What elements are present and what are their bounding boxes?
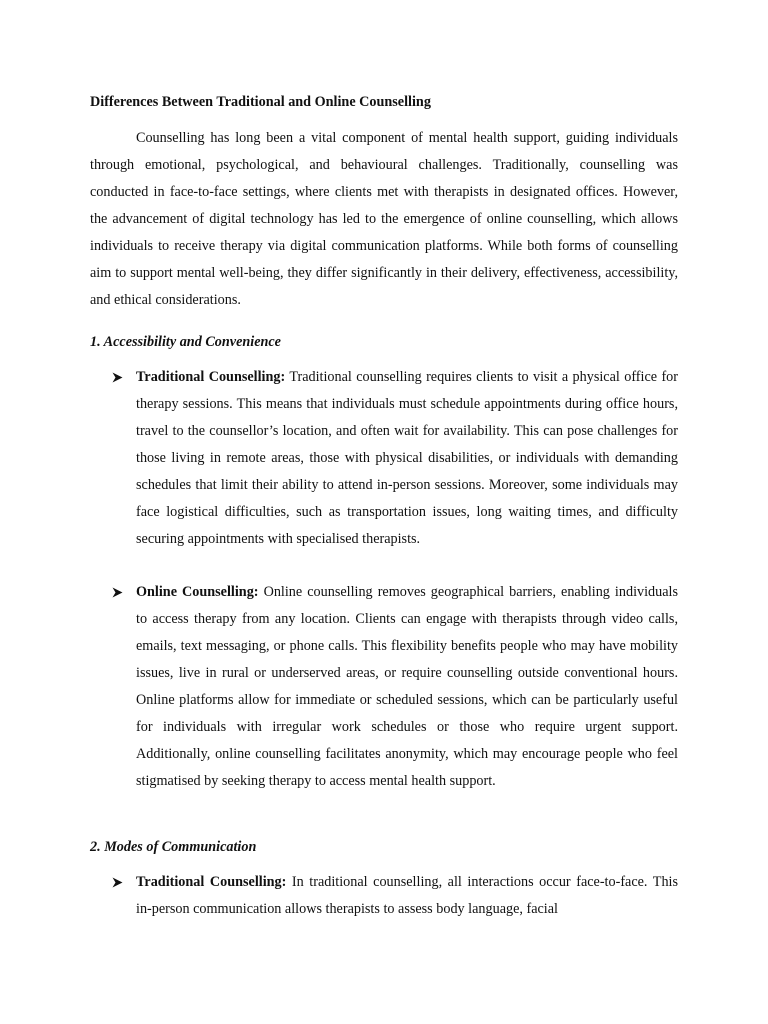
intro-paragraph: Counselling has long been a vital component of mental health support, guiding individuals through emotional, psychological, and behavioural challenges. Traditionally, counselling was conducted in face-to-face settings, where clients met with therapists in designated offices. However, the advancement of digital technology has led to the emergence of online counselling, which allows individuals to receive therapy via digital communication platforms. While both forms of counselling aim to support mental well-being, they differ significantly in their delivery, effectiveness, accessibility, and ethical considerations. — [90, 130, 678, 308]
document-title: Differences Between Traditional and Online Counselling — [90, 94, 431, 110]
arrowhead-bullet-icon — [112, 364, 126, 391]
section-heading-communication: 2. Modes of Communication — [90, 839, 257, 855]
bullet-label: Traditional Counselling: — [136, 874, 287, 890]
arrowhead-bullet-icon — [112, 579, 126, 606]
document-page — [90, 89, 678, 923]
list-item-traditional-communication — [90, 869, 678, 923]
list-item-online-accessibility — [90, 579, 678, 795]
bullet-label: Traditional Counselling: — [136, 369, 286, 385]
section-heading-accessibility: 1. Accessibility and Convenience — [90, 334, 281, 350]
bullet-text: In traditional counselling, all interactions occur face-to-face. This in-person communication allows therapists to assess body language, facial — [136, 874, 679, 917]
bullet-text: Traditional counselling requires clients to visit a physical office for therapy sessions. This means that individuals must schedule appointments during office hours, travel to the counsellor’s location, and often wait for availability. This can pose challenges for those living in remote areas, those with physical disabilities, or individuals with demanding schedules that limit their ability to attend in-person sessions. Moreover, some individuals may face logistical difficulties, such as transportation issues, long waiting times, and difficulty securing appointments with specialised therapists. — [136, 369, 678, 547]
bullet-label: Online Counselling: — [136, 584, 259, 600]
list-item-traditional-accessibility — [90, 364, 678, 553]
bullet-text: Online counselling removes geographical barriers, enabling individuals to access therapy from any location. Clients can engage with therapists through video calls, emails, text messaging, or phone calls. This flexibility benefits people who may have mobility issues, live in rural or underserved areas, or require counselling outside conventional hours. Online platforms allow for immediate or scheduled sessions, which can be particularly useful for individuals with irregular work schedules or those who require urgent support. Additionally, online counselling facilitates anonymity, which may encourage people who feel stigmatised by seeking therapy to access mental health support. — [136, 584, 678, 789]
arrowhead-bullet-icon — [112, 869, 126, 896]
